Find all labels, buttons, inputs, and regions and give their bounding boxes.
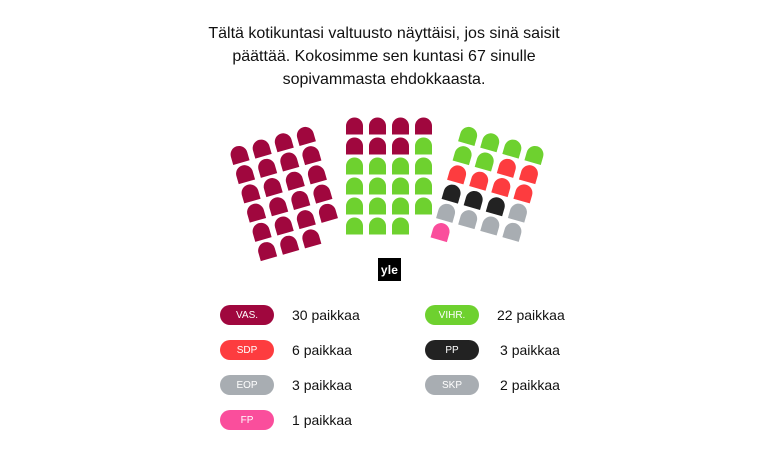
seat bbox=[486, 195, 507, 216]
seat bbox=[453, 144, 474, 165]
seat bbox=[245, 202, 266, 223]
seat bbox=[369, 118, 386, 135]
seat bbox=[447, 163, 468, 184]
legend-item-fp bbox=[220, 409, 352, 431]
seat bbox=[491, 176, 512, 197]
legend-item-vihr bbox=[425, 304, 565, 326]
seat bbox=[415, 138, 432, 155]
seat bbox=[346, 118, 363, 135]
seat bbox=[346, 218, 363, 235]
seat bbox=[458, 125, 479, 146]
seat bbox=[251, 221, 272, 242]
seat bbox=[442, 183, 463, 204]
seat-block bbox=[346, 118, 432, 235]
seat-count: 2 paikkaa bbox=[500, 377, 560, 393]
seat bbox=[295, 208, 316, 229]
party-pill: VAS. bbox=[220, 305, 274, 325]
seat bbox=[436, 202, 457, 223]
seat bbox=[234, 163, 255, 184]
seat bbox=[273, 131, 294, 152]
seat-count: 1 paikkaa bbox=[292, 412, 352, 428]
party-pill: SKP bbox=[425, 375, 479, 395]
legend-item-vas bbox=[220, 304, 360, 326]
seat-count: 3 paikkaa bbox=[500, 342, 560, 358]
seat bbox=[415, 118, 432, 135]
seat bbox=[278, 234, 299, 255]
party-pill: PP bbox=[425, 340, 479, 360]
seat bbox=[306, 163, 327, 184]
seat bbox=[369, 138, 386, 155]
legend-item-eop bbox=[220, 374, 352, 396]
seat bbox=[311, 183, 332, 204]
legend-item-skp bbox=[425, 374, 560, 396]
seat bbox=[431, 221, 452, 242]
party-pill: SDP bbox=[220, 340, 274, 360]
seat bbox=[251, 138, 272, 159]
seat bbox=[513, 182, 534, 203]
headline: Tältä kotikuntasi valtuusto näyttäisi, jos sinä saisit päättää. Kokosimme sen kuntasi 67 sinulle sopivammasta ehdokkaasta. bbox=[208, 25, 560, 88]
seat bbox=[229, 144, 250, 165]
seat bbox=[392, 158, 409, 175]
seat bbox=[524, 144, 545, 165]
seat bbox=[497, 157, 518, 178]
seat bbox=[284, 170, 305, 191]
seat-block bbox=[431, 125, 546, 261]
seat bbox=[480, 131, 501, 152]
party-pill: FP bbox=[220, 410, 274, 430]
party-pill: VIHR. bbox=[425, 305, 479, 325]
seat-count: 6 paikkaa bbox=[292, 342, 352, 358]
seat-count: 30 paikkaa bbox=[292, 307, 360, 323]
seat bbox=[415, 158, 432, 175]
seat bbox=[346, 158, 363, 175]
seat bbox=[464, 189, 485, 210]
seat bbox=[300, 144, 321, 165]
seat bbox=[415, 178, 432, 195]
seat bbox=[392, 138, 409, 155]
seat bbox=[317, 202, 338, 223]
seat bbox=[458, 208, 479, 229]
seat bbox=[262, 176, 283, 197]
seat bbox=[273, 214, 294, 235]
seat bbox=[289, 189, 310, 210]
seat bbox=[346, 198, 363, 215]
seat bbox=[369, 178, 386, 195]
seat bbox=[392, 218, 409, 235]
seat bbox=[256, 240, 277, 261]
seat bbox=[480, 214, 501, 235]
seat bbox=[369, 158, 386, 175]
seat-block bbox=[229, 125, 344, 261]
legend-item-pp bbox=[425, 339, 560, 361]
seat bbox=[469, 170, 490, 191]
seat bbox=[502, 138, 523, 159]
seat bbox=[392, 198, 409, 215]
yle-logo: yle bbox=[378, 258, 401, 281]
seat-count: 3 paikkaa bbox=[292, 377, 352, 393]
seat bbox=[240, 182, 261, 203]
seat bbox=[278, 150, 299, 171]
legend-item-sdp bbox=[220, 339, 352, 361]
seat bbox=[346, 138, 363, 155]
seat bbox=[369, 198, 386, 215]
seat bbox=[475, 150, 496, 171]
seat bbox=[300, 227, 321, 248]
seat bbox=[519, 163, 540, 184]
seat bbox=[295, 125, 316, 146]
seat bbox=[415, 198, 432, 215]
seat bbox=[267, 195, 288, 216]
seat bbox=[508, 202, 529, 223]
party-pill: EOP bbox=[220, 375, 274, 395]
seat bbox=[346, 178, 363, 195]
seat-count: 22 paikkaa bbox=[497, 307, 565, 323]
seat bbox=[392, 118, 409, 135]
seat bbox=[369, 218, 386, 235]
seat bbox=[256, 157, 277, 178]
seat bbox=[502, 221, 523, 242]
seat bbox=[392, 178, 409, 195]
